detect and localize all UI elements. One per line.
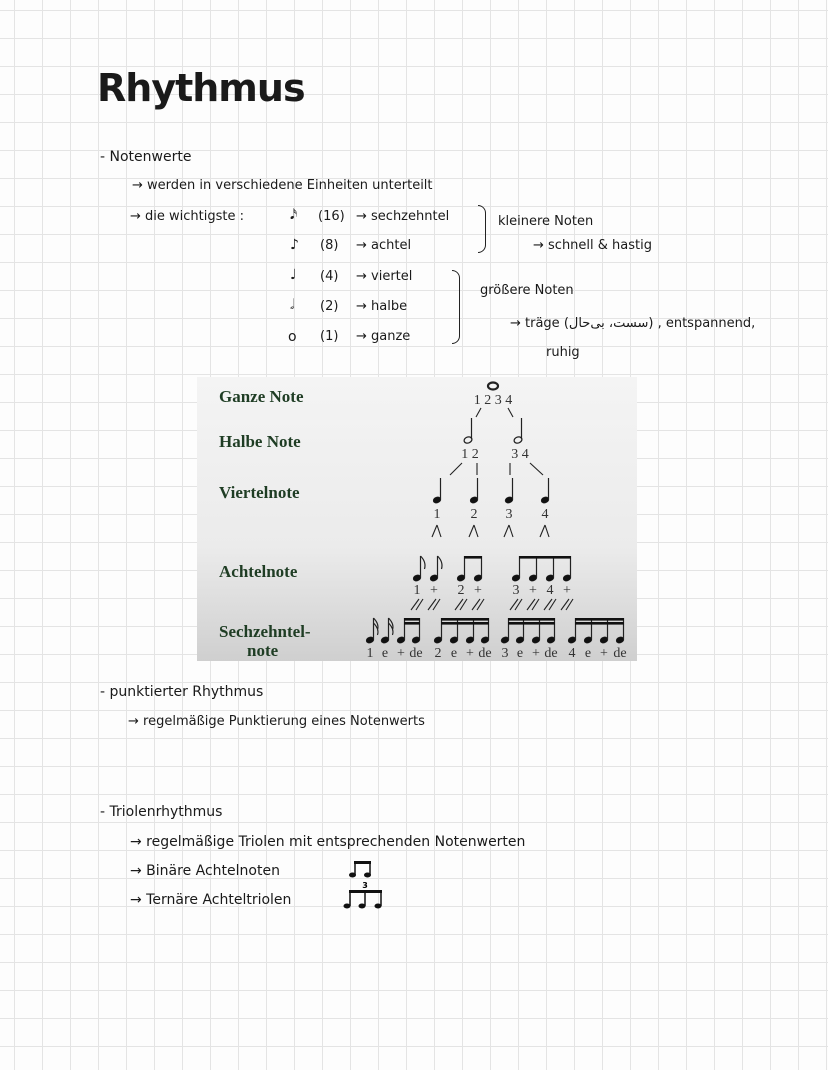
note-beam — [519, 556, 571, 559]
sixteenth-count-label: + — [397, 646, 405, 661]
triolen-line-3: → Ternäre Achteltriolen — [130, 892, 292, 908]
note-beam — [575, 618, 624, 621]
sixteenth-note-icon: 𝅘𝅥𝅯 — [290, 207, 298, 223]
quarter-count-label: 2 — [470, 507, 478, 522]
brace-small-notes — [478, 205, 486, 253]
sixteenth-count-label: de — [409, 646, 423, 661]
sixteenth-count-label: de — [478, 646, 492, 661]
notenwerte-line-2: → die wichtigste : — [130, 209, 244, 224]
eighth-count-label: + — [430, 583, 438, 598]
binary-eighth-notes-icon — [348, 858, 378, 880]
eighth-note-icon: ♪ — [290, 237, 299, 253]
brace-large-notes — [452, 270, 460, 344]
sixteenth-count-label: + — [466, 646, 474, 661]
sixteenth-count-label: e — [516, 646, 524, 661]
half-note-icon: 𝅗𝅥 — [290, 297, 295, 313]
row-label-sechzehntel-2: note — [247, 641, 279, 660]
triolen-line-2: → Binäre Achtelnoten — [130, 863, 280, 879]
note-beam — [404, 622, 420, 625]
sixteenth-count-label: 3 — [501, 646, 509, 661]
page-title: Rhythmus — [97, 66, 305, 110]
punktiert-line-1: → regelmäßige Punktierung eines Notenwerts — [128, 714, 425, 729]
eighth-count-label: 4 — [546, 583, 554, 598]
whole-count-label: 1 2 3 4 — [473, 393, 513, 408]
note-beam — [508, 618, 555, 621]
heading-notenwerte: - Notenwerte — [100, 149, 192, 165]
note-value-tree-diagram — [197, 377, 637, 661]
note-beam — [508, 622, 555, 625]
heading-triolen: - Triolenrhythmus — [100, 804, 223, 820]
large-notes-desc: → träge (سست، بی‌حال) , entspannend, — [510, 316, 756, 331]
note-count: (2) — [320, 299, 339, 314]
note-beam — [464, 556, 482, 559]
eighth-count-label: 3 — [512, 583, 520, 598]
half-count-label: 3 4 — [511, 447, 529, 462]
quarter-count-label: 3 — [505, 507, 513, 522]
small-notes-desc: → schnell & hastig — [533, 238, 652, 253]
quarter-count-label: 4 — [541, 507, 549, 522]
note-count: (8) — [320, 238, 339, 253]
row-label-ganze: Ganze Note — [219, 387, 304, 406]
note-count: (4) — [320, 269, 339, 284]
large-notes-label: größere Noten — [480, 283, 574, 298]
sixteenth-count-label: de — [613, 646, 627, 661]
note-name: → halbe — [356, 299, 408, 314]
heading-punktiert: - punktierter Rhythmus — [100, 684, 264, 700]
half-count-label: 1 2 — [461, 447, 479, 462]
sixteenth-count-label: e — [584, 646, 592, 661]
sixteenth-count-label: de — [544, 646, 558, 661]
row-label-achtel: Achtelnote — [219, 562, 298, 581]
sixteenth-count-label: 2 — [434, 646, 442, 661]
note-beam — [404, 618, 420, 621]
sixteenth-count-label: + — [600, 646, 608, 661]
note-beam — [441, 622, 489, 625]
triplet-mark: 3 — [362, 881, 368, 890]
whole-note-icon: o — [288, 329, 297, 345]
sixteenth-count-label: e — [381, 646, 389, 661]
note-name: → ganze — [356, 329, 411, 344]
row-label-viertel: Viertelnote — [219, 483, 300, 502]
eighth-triplet-icon — [342, 880, 388, 912]
quarter-count-label: 1 — [433, 507, 441, 522]
sixteenth-count-label: + — [532, 646, 540, 661]
eighth-count-label: 1 — [413, 583, 421, 598]
sixteenth-count-label: 4 — [568, 646, 576, 661]
eighth-count-label: 2 — [457, 583, 465, 598]
eighth-count-label: + — [563, 583, 571, 598]
note-name: → viertel — [356, 269, 413, 284]
large-notes-desc-2: ruhig — [546, 345, 580, 360]
note-beam — [575, 622, 624, 625]
note-count: (16) — [318, 209, 345, 224]
triolen-line-1: → regelmäßige Triolen mit entsprechenden Notenwerten — [130, 834, 526, 850]
note-count: (1) — [320, 329, 339, 344]
notenwerte-line-1: → werden in verschiedene Einheiten unterteilt — [132, 178, 433, 193]
note-name: → sechzehntel — [356, 209, 450, 224]
note-name: → achtel — [356, 238, 412, 253]
note-beam — [441, 618, 489, 621]
row-label-sechzehntel: Sechzehntel- — [219, 622, 311, 641]
eighth-count-label: + — [529, 583, 537, 598]
eighth-count-label: + — [474, 583, 482, 598]
quarter-note-icon: ♩ — [290, 267, 297, 283]
row-label-halbe: Halbe Note — [219, 432, 301, 451]
sixteenth-count-label: e — [450, 646, 458, 661]
small-notes-label: kleinere Noten — [498, 214, 594, 229]
sixteenth-count-label: 1 — [366, 646, 374, 661]
